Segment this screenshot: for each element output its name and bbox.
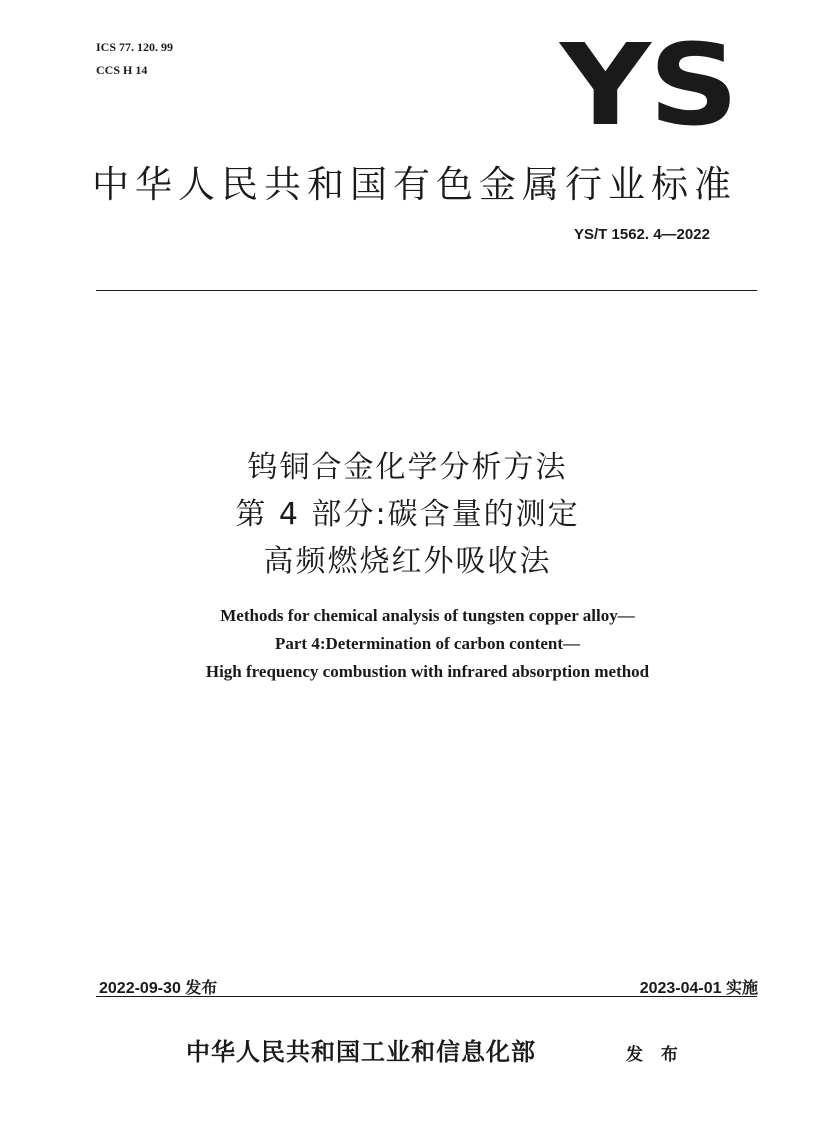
- bottom-divider: [96, 996, 757, 997]
- chinese-title: [0, 444, 815, 585]
- english-title-line: High frequency combustion with infrared absorption method: [205, 662, 650, 681]
- standard-number: YS/T 1562. 4—2022: [574, 226, 710, 243]
- ccs-code: CCS H 14: [96, 63, 148, 77]
- chinese-title-line: 高频燃烧红外吸收法: [263, 544, 552, 579]
- org-title: 中华人民共和国有色金属行业标准: [92, 163, 737, 206]
- publish-label: 发 布: [626, 1045, 684, 1065]
- ics-code: ICS 77. 120. 99: [96, 40, 174, 54]
- chinese-title-line: 第 4 部分:碳含量的测定: [235, 497, 580, 532]
- english-title: [0, 602, 815, 686]
- ys-logo: YS: [560, 21, 737, 151]
- english-title-line: Methods for chemical analysis of tungsten copper alloy—: [220, 606, 635, 625]
- top-divider: [96, 290, 757, 291]
- english-title-line: Part 4:Determination of carbon content—: [275, 634, 580, 653]
- issue-date: 2022-09-30 发布: [99, 980, 218, 997]
- classification-codes: [96, 36, 173, 82]
- implement-date: 2023-04-01 实施: [639, 980, 758, 997]
- publisher: 中华人民共和国工业和信息化部: [186, 1037, 536, 1066]
- chinese-title-line: 钨铜合金化学分析方法: [247, 450, 568, 485]
